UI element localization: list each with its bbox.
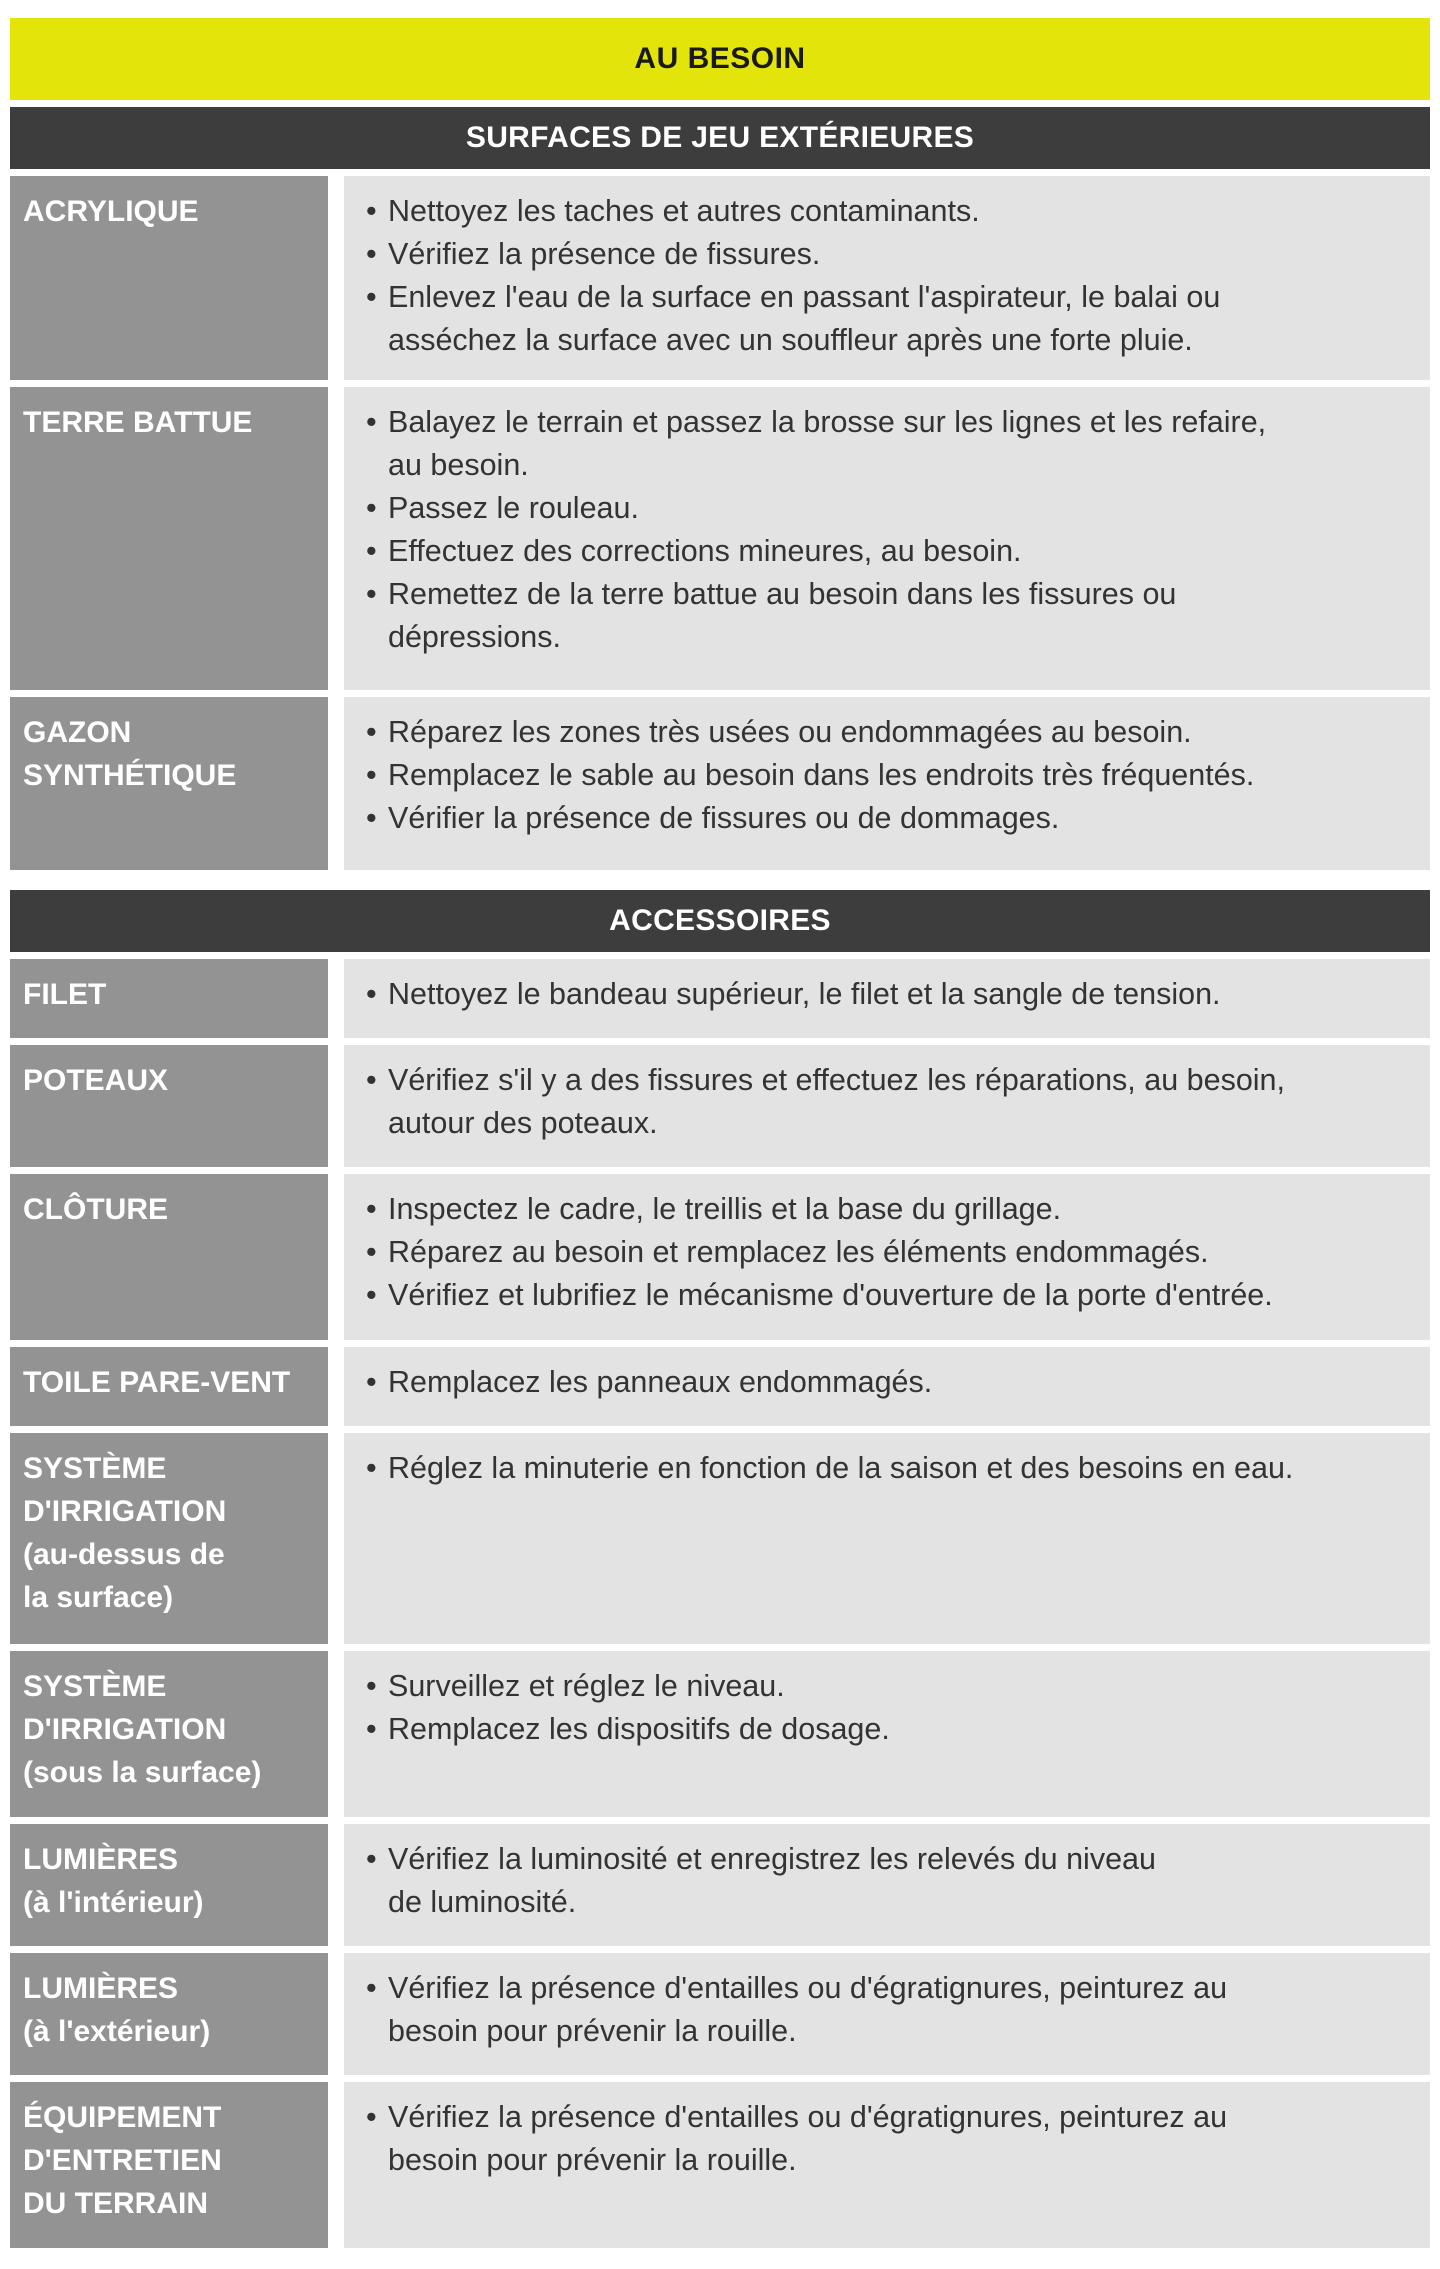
list-item-text: Enlevez l'eau de la surface en passant l'aspirateur, le balai ou asséchez la surface avec un souffleur après une forte pluie.: [388, 280, 1221, 357]
row-label: CLÔTURE: [10, 1174, 328, 1340]
list-item: [344, 1188, 1420, 1231]
list-item-text: Vérifiez la présence d'entailles ou d'égratignures, peinturez au besoin pour prévenir la rouille.: [388, 2100, 1228, 2177]
row-label: FILET: [10, 959, 328, 1038]
row-label: POTEAUX: [10, 1045, 328, 1167]
list-item-text: Vérifiez s'il y a des fissures et effectuez les réparations, au besoin, autour des poteaux.: [388, 1063, 1285, 1140]
bullet-icon: •: [366, 534, 377, 568]
bullet-icon: •: [366, 1842, 377, 1876]
list-item-text: Inspectez le cadre, le treillis et la base du grillage.: [388, 1192, 1062, 1226]
list-item-text: Remplacez les panneaux endommagés.: [388, 1365, 933, 1399]
list-item-text: Réparez les zones très usées ou endommagées au besoin.: [388, 715, 1192, 749]
bullet-icon: •: [366, 801, 377, 835]
list-item-text: Réparez au besoin et remplacez les éléments endommagés.: [388, 1235, 1209, 1269]
list-item-text: Vérifiez la présence d'entailles ou d'égratignures, peinturez au besoin pour prévenir la rouille.: [388, 1971, 1228, 2048]
table-row: [10, 959, 1430, 1038]
list-item-text: Vérifiez la luminosité et enregistrez les relevés du niveau de luminosité.: [388, 1842, 1156, 1919]
table-row: [10, 1174, 1430, 1340]
table-row: [10, 1433, 1430, 1644]
bullet-icon: •: [366, 977, 377, 1011]
bullet-icon: •: [366, 1278, 377, 1312]
list-item: [344, 797, 1420, 840]
list-item: [344, 276, 1420, 362]
bullet-icon: •: [366, 194, 377, 228]
bullet-icon: •: [366, 1235, 377, 1269]
page-title: AU BESOIN: [10, 18, 1430, 100]
table-row: [10, 176, 1430, 380]
list-item: [344, 233, 1420, 276]
row-body: [344, 387, 1430, 690]
list-item-text: Vérifier la présence de fissures ou de dommages.: [388, 801, 1060, 835]
list-item: [344, 1231, 1420, 1274]
row-body: [344, 1953, 1430, 2075]
row-label: SYSTÈME D'IRRIGATION (sous la surface): [10, 1651, 328, 1817]
row-body: [344, 1433, 1430, 1644]
sections-container: [10, 107, 1430, 2248]
row-body: [344, 1824, 1430, 1946]
bullet-icon: •: [366, 280, 377, 314]
list-item: [344, 711, 1420, 754]
list-item: [344, 1708, 1420, 1751]
list-item: [344, 1059, 1420, 1145]
list-item-text: Nettoyez le bandeau supérieur, le filet et la sangle de tension.: [388, 977, 1221, 1011]
list-item: [344, 1967, 1420, 2053]
row-body: [344, 176, 1430, 380]
list-item-text: Remettez de la terre battue au besoin dans les fissures ou dépressions.: [388, 577, 1177, 654]
row-label: ÉQUIPEMENT D'ENTRETIEN DU TERRAIN: [10, 2082, 328, 2248]
bullet-icon: •: [366, 1365, 377, 1399]
bullet-icon: •: [366, 577, 377, 611]
list-item-text: Passez le rouleau.: [388, 491, 639, 525]
row-label: ACRYLIQUE: [10, 176, 328, 380]
section-heading: SURFACES DE JEU EXTÉRIEURES: [10, 107, 1430, 169]
list-item-text: Réglez la minuterie en fonction de la saison et des besoins en eau.: [388, 1451, 1294, 1485]
list-item-text: Vérifiez la présence de fissures.: [388, 237, 821, 271]
list-item: [344, 487, 1420, 530]
row-label: SYSTÈME D'IRRIGATION (au-dessus de la surface): [10, 1433, 328, 1644]
bullet-icon: •: [366, 1192, 377, 1226]
row-label: TERRE BATTUE: [10, 387, 328, 690]
list-item-text: Remplacez les dispositifs de dosage.: [388, 1712, 890, 1746]
row-label: TOILE PARE-VENT: [10, 1347, 328, 1426]
bullet-icon: •: [366, 1063, 377, 1097]
table-row: [10, 2082, 1430, 2248]
list-item: [344, 754, 1420, 797]
list-item: [344, 973, 1420, 1016]
table-row: [10, 1953, 1430, 2075]
list-item: [344, 2096, 1420, 2182]
row-label: GAZON SYNTHÉTIQUE: [10, 697, 328, 870]
row-body: [344, 1347, 1430, 1426]
list-item: [344, 1274, 1420, 1317]
bullet-icon: •: [366, 491, 377, 525]
section-heading: ACCESSOIRES: [10, 890, 1430, 952]
table-row: [10, 387, 1430, 690]
bullet-icon: •: [366, 1669, 377, 1703]
bullet-icon: •: [366, 1971, 377, 2005]
maintenance-table: [10, 0, 1430, 2248]
row-body: [344, 1045, 1430, 1167]
list-item: [344, 1447, 1420, 1490]
list-item: [344, 573, 1420, 659]
list-item: [344, 401, 1420, 487]
list-item-text: Surveillez et réglez le niveau.: [388, 1669, 785, 1703]
table-row: [10, 1651, 1430, 1817]
table-row: [10, 697, 1430, 870]
list-item: [344, 1361, 1420, 1404]
bullet-icon: •: [366, 1712, 377, 1746]
table-row: [10, 1347, 1430, 1426]
row-body: [344, 1174, 1430, 1340]
list-item-text: Remplacez le sable au besoin dans les endroits très fréquentés.: [388, 758, 1255, 792]
bullet-icon: •: [366, 1451, 377, 1485]
list-item: [344, 530, 1420, 573]
bullet-icon: •: [366, 715, 377, 749]
list-item: [344, 190, 1420, 233]
list-item-text: Nettoyez les taches et autres contaminants.: [388, 194, 980, 228]
row-body: [344, 959, 1430, 1038]
list-item-text: Balayez le terrain et passez la brosse sur les lignes et les refaire, au besoin.: [388, 405, 1267, 482]
bullet-icon: •: [366, 758, 377, 792]
list-item: [344, 1838, 1420, 1924]
row-body: [344, 2082, 1430, 2248]
row-label: LUMIÈRES (à l'extérieur): [10, 1953, 328, 2075]
table-row: [10, 1824, 1430, 1946]
row-label: LUMIÈRES (à l'intérieur): [10, 1824, 328, 1946]
bullet-icon: •: [366, 237, 377, 271]
list-item-text: Effectuez des corrections mineures, au besoin.: [388, 534, 1022, 568]
row-body: [344, 697, 1430, 870]
bullet-icon: •: [366, 405, 377, 439]
list-item: [344, 1665, 1420, 1708]
table-row: [10, 1045, 1430, 1167]
list-item-text: Vérifiez et lubrifiez le mécanisme d'ouverture de la porte d'entrée.: [388, 1278, 1273, 1312]
bullet-icon: •: [366, 2100, 377, 2134]
row-body: [344, 1651, 1430, 1817]
